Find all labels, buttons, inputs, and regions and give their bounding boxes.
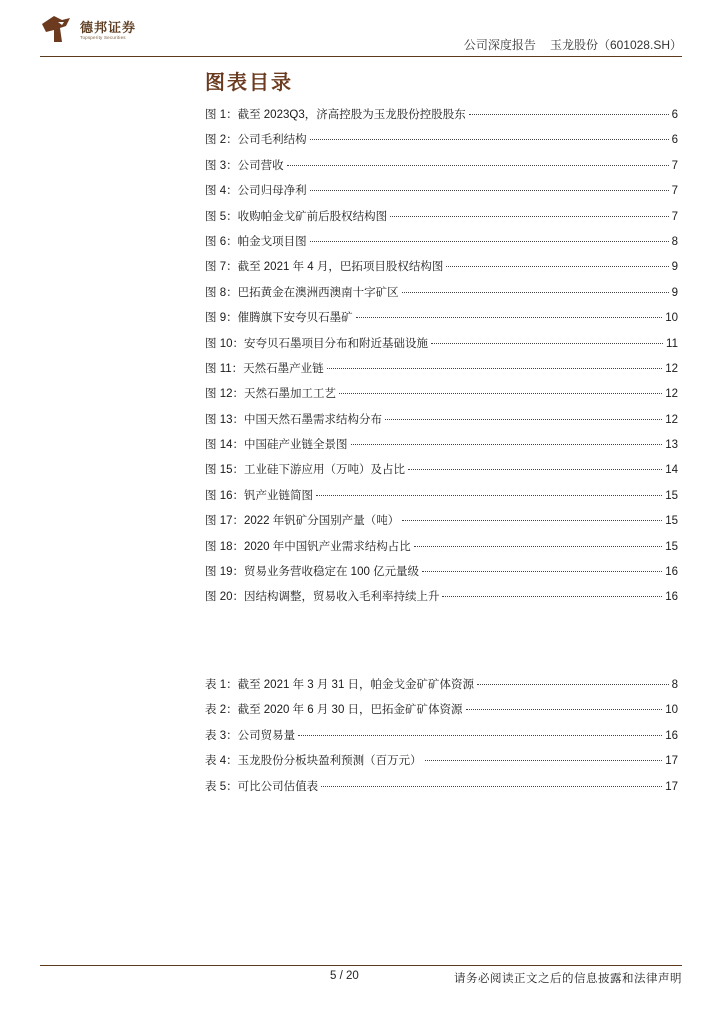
- toc-entry-label: 图 14：中国硅产业链全景图: [205, 439, 348, 452]
- figure-toc-entry[interactable]: [205, 106, 678, 131]
- toc-entry-label: 图 9：催腾旗下安夸贝石墨矿: [205, 312, 353, 325]
- toc-entry-label: 图 2：公司毛利结构: [205, 134, 307, 147]
- toc-entry-label: 图 20：因结构调整，贸易收入毛利率持续上升: [205, 591, 440, 604]
- footer-divider: [40, 965, 682, 966]
- toc-entry-page: 10: [665, 312, 678, 325]
- figure-toc-entry[interactable]: [205, 588, 678, 613]
- dot-leader: [442, 596, 662, 597]
- dot-leader: [310, 241, 669, 242]
- figure-toc-entry[interactable]: [205, 385, 678, 410]
- dot-leader: [466, 709, 663, 710]
- table-list: [205, 676, 678, 803]
- toc-entry-label: 表 1：截至 2021 年 3 月 31 日，帕金戈金矿矿体资源: [205, 679, 475, 691]
- toc-entry-label: 图 12：天然石墨加工工艺: [205, 388, 336, 401]
- page-header: [0, 0, 724, 62]
- company-name: 玉龙股份（601028.SH）: [549, 38, 682, 52]
- header-info: [464, 36, 682, 53]
- report-type: 公司深度报告: [463, 38, 536, 52]
- toc-entry-page: 14: [665, 464, 678, 477]
- toc-entry-page: 17: [665, 780, 678, 793]
- toc-title: 图表目录: [205, 72, 293, 94]
- toc-entry-label: 图 6：帕金戈项目图: [205, 235, 307, 248]
- figure-toc-entry[interactable]: [205, 563, 678, 588]
- figure-toc-entry[interactable]: [205, 233, 678, 258]
- toc-entry-label: 图 19：贸易业务营收稳定在 100 亿元量级: [205, 566, 420, 579]
- figure-toc-entry[interactable]: [205, 461, 678, 486]
- toc-entry-page: 15: [665, 489, 678, 502]
- figure-toc-entry[interactable]: [205, 284, 678, 309]
- toc-entry-label: 图 16：钒产业链简图: [205, 489, 313, 502]
- toc-entry-page: 16: [665, 591, 678, 604]
- toc-entry-label: 图 10：安夸贝石墨项目分布和附近基础设施: [205, 337, 428, 350]
- toc-entry-page: 16: [665, 566, 678, 579]
- toc-entry-page: 12: [665, 388, 678, 401]
- logo-text-en: Topsperity Securities: [80, 35, 126, 40]
- dot-leader: [310, 190, 669, 191]
- toc-entry-label: 图 8：巴拓黄金在澳洲西澳南十字矿区: [205, 286, 399, 299]
- dot-leader: [298, 735, 662, 736]
- toc-entry-page: 15: [665, 515, 678, 528]
- toc-entry-label: 表 2：截至 2020 年 6 月 30 日，巴拓金矿矿体资源: [205, 704, 463, 717]
- toc-entry-label: 图 5：收购帕金戈矿前后股权结构图: [205, 210, 388, 223]
- toc-entry-page: 17: [665, 755, 678, 768]
- dot-leader: [402, 520, 662, 521]
- toc-entry-page: 8: [671, 679, 678, 691]
- table-toc-entry[interactable]: [205, 778, 678, 803]
- dot-leader: [446, 266, 668, 267]
- toc-entry-label: 图 18：2020 年中国钒产业需求结构占比: [205, 540, 411, 553]
- toc-entry-label: 表 3：公司贸易量: [205, 729, 296, 742]
- table-toc-entry[interactable]: [205, 701, 678, 726]
- toc-entry-page: 15: [665, 540, 678, 553]
- dot-leader: [422, 571, 662, 572]
- toc-entry-page: 6: [671, 109, 678, 121]
- figure-toc-entry[interactable]: [205, 436, 678, 461]
- toc-entry-page: 7: [671, 185, 678, 198]
- disclaimer-note: 请务必阅读正文之后的信息披露和法律声明: [454, 973, 682, 985]
- dot-leader: [287, 165, 669, 166]
- dot-leader: [477, 684, 669, 685]
- figure-list: [205, 106, 678, 614]
- dot-leader: [414, 546, 662, 547]
- toc-entry-label: 图 7：截至 2021 年 4 月，巴拓项目股权结构图: [205, 261, 444, 274]
- page-number: 5 / 20: [330, 970, 359, 982]
- toc-entry-page: 11: [666, 337, 678, 350]
- toc-entry-page: 16: [665, 729, 678, 742]
- figure-toc-entry[interactable]: [205, 157, 678, 182]
- dot-leader: [431, 343, 663, 344]
- dot-leader: [321, 786, 662, 787]
- toc-entry-label: 图 1：截至 2023Q3，济高控股为玉龙股份控股股东: [205, 109, 466, 121]
- toc-entry-page: 7: [671, 159, 678, 172]
- toc-entry-label: 图 17：2022 年钒矿分国别产量（吨）: [205, 515, 400, 528]
- figure-toc-entry[interactable]: [205, 360, 678, 385]
- company-logo-icon: [40, 14, 74, 44]
- figure-toc-entry[interactable]: [205, 411, 678, 436]
- dot-leader: [316, 495, 662, 496]
- toc-entry-page: 12: [665, 362, 678, 375]
- toc-entry-label: 图 13：中国天然石墨需求结构分布: [205, 413, 382, 426]
- dot-leader: [402, 292, 669, 293]
- dot-leader: [327, 368, 663, 369]
- figure-toc-entry[interactable]: [205, 208, 678, 233]
- dot-leader: [339, 393, 662, 394]
- toc-entry-label: 表 4：玉龙股份分板块盈利预测（百万元）: [205, 755, 422, 768]
- dot-leader: [408, 469, 662, 470]
- figure-toc-entry[interactable]: [205, 487, 678, 512]
- figure-toc-entry[interactable]: [205, 258, 678, 283]
- toc-entry-label: 表 5：可比公司估值表: [205, 780, 319, 793]
- dot-leader: [310, 139, 669, 140]
- dot-leader: [356, 317, 663, 318]
- logo-text-cn: 德邦证券: [80, 20, 137, 35]
- toc-entry-label: 图 4：公司归母净利: [205, 185, 307, 198]
- toc-entry-page: 10: [665, 704, 678, 717]
- toc-entry-page: 9: [671, 261, 678, 274]
- dot-leader: [425, 760, 663, 761]
- dot-leader: [351, 444, 663, 445]
- toc-entry-page: 9: [671, 286, 678, 299]
- figure-toc-entry[interactable]: [205, 335, 678, 360]
- table-toc-entry[interactable]: [205, 752, 678, 777]
- figure-toc-entry[interactable]: [205, 512, 678, 537]
- figure-toc-entry[interactable]: [205, 309, 678, 334]
- toc-entry-page: 13: [665, 439, 678, 452]
- dot-leader: [469, 114, 669, 115]
- figure-toc-entry[interactable]: [205, 182, 678, 207]
- table-toc-entry[interactable]: [205, 676, 678, 701]
- figure-toc-entry[interactable]: [205, 538, 678, 563]
- figure-toc-entry[interactable]: [205, 131, 678, 156]
- toc-entry-label: 图 11：天然石墨产业链: [205, 362, 324, 375]
- toc-entry-label: 图 15：工业硅下游应用（万吨）及占比: [205, 464, 405, 477]
- table-toc-entry[interactable]: [205, 727, 678, 752]
- toc-entry-page: 12: [665, 413, 678, 426]
- toc-entry-page: 8: [671, 235, 678, 248]
- toc-entry-page: 6: [671, 134, 678, 147]
- header-divider: [40, 56, 682, 57]
- toc-entry-page: 7: [671, 210, 678, 223]
- dot-leader: [390, 216, 669, 217]
- dot-leader: [385, 419, 662, 420]
- toc-entry-label: 图 3：公司营收: [205, 159, 284, 172]
